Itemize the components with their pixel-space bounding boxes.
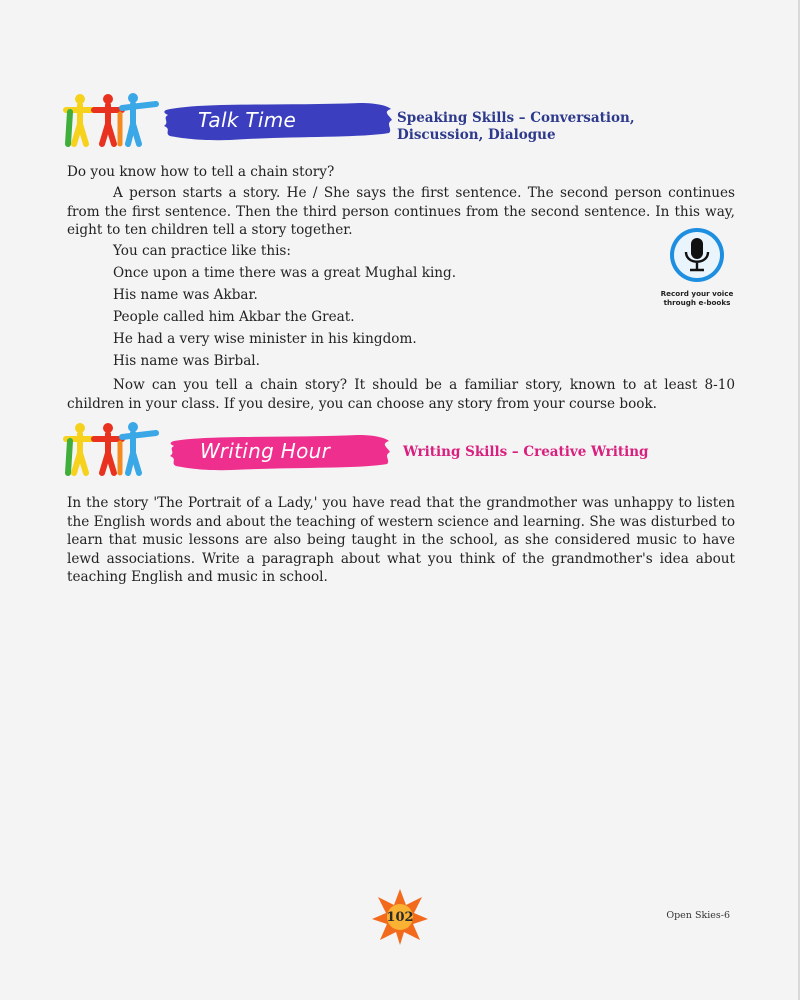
practice-line: His name was Birbal. xyxy=(113,353,260,369)
book-name: Open Skies-6 xyxy=(666,910,730,921)
practice-line: His name was Akbar. xyxy=(113,287,258,303)
talk-time-header xyxy=(62,92,662,150)
talk-time-subtitle xyxy=(397,110,635,144)
talk-time-subtitle-line2: Discussion, Dialogue xyxy=(397,127,556,143)
talk-time-subtitle-line1: Speaking Skills – Conversation, xyxy=(397,110,635,126)
chain-story-task: Now can you tell a chain story? It should be a familiar story, known to at least 8-10 children in your class. If you desire, you can choose any story from your course book. xyxy=(67,377,735,412)
record-voice-button[interactable] xyxy=(656,227,738,307)
page-number: 102 xyxy=(386,909,414,925)
children-figures-icon xyxy=(62,421,162,479)
chain-story-question: Do you know how to tell a chain story? xyxy=(67,164,335,180)
writing-task-paragraph: In the story 'The Portrait of a Lady,' you have read that the grandmother was unhappy to listen the English words and about the teaching of western science and learning. She was disturbed to learn that music lessons are also being taught in the school, as she considered music to have lewd associations. Write a paragraph about what you think of the grandmother's idea about teaching English and music in school. xyxy=(67,495,735,586)
chain-story-explanation: A person starts a story. He / She says the first sentence. The second person continues from the first sentence. Then the third person continues from the second sentence. In this way, eight to ten children tell a story together. xyxy=(67,185,735,239)
writing-hour-subtitle: Writing Skills – Creative Writing xyxy=(403,444,649,460)
record-voice-caption xyxy=(656,289,738,307)
talk-time-title: Talk Time xyxy=(198,108,297,132)
practice-line: You can practice like this: xyxy=(113,243,291,259)
microphone-icon xyxy=(666,227,728,283)
writing-hour-title: Writing Hour xyxy=(200,439,331,463)
practice-line: People called him Akbar the Great. xyxy=(113,309,355,325)
children-figures-icon xyxy=(62,92,162,150)
practice-line: He had a very wise minister in his kingdom. xyxy=(113,331,417,347)
record-voice-caption-line2: through e-books xyxy=(663,298,731,307)
record-voice-caption-line1: Record your voice xyxy=(660,289,734,298)
practice-line: Once upon a time there was a great Mughal king. xyxy=(113,265,457,281)
writing-hour-header xyxy=(62,421,662,479)
